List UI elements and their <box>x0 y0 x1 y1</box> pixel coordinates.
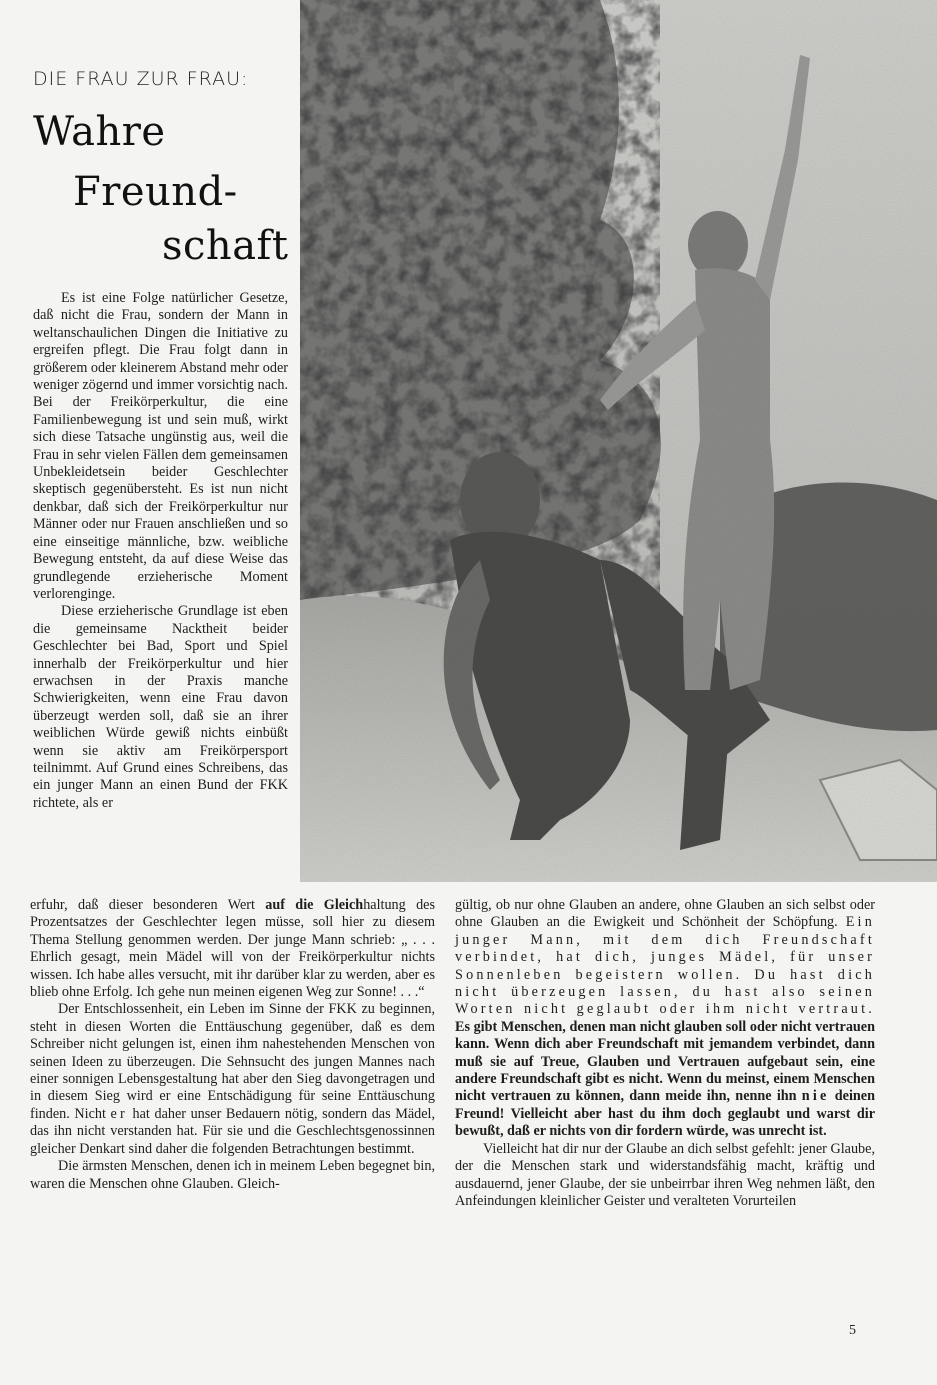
article-title-line-2: Freund- <box>73 169 238 215</box>
photo-illustration <box>300 0 937 882</box>
text-run: Der Entschlossenheit, ein Leben im Sinne der FKK zu beginnen, steht in diesen Worten die Enttäuschung gegenüber, daß es dem Schreiber nicht gelungen ist, einen ihm nahestehenden Menschen von seinen Ideen zu überzeugen. Die Sehnsucht des jungen Mannes nach einer sonnigen Lebensgestaltung hat aber den Sieg davongetragen und in diesem Sieg wird er eine Entschädigung für seine Enttäuschung finden. Nicht <box>30 1001 435 1122</box>
article-paragraph: Vielleicht hat dir nur der Glaube an dich selbst gefehlt: jener Glaube, der die Menschen stark und widerstandsfähig macht, kräftig und ausdauernd, jener Glaube, der sie unbeirrbar ihren Weg nehmen läßt, den Anfeindungen kleinlicher Geister und veralteten Vorurteilen <box>455 1140 875 1209</box>
emphasis-spaced-text: Ein junger Mann, mit dem dich Freundschaft verbindet, hat dich, junges Mädel, für unser Sonnenleben begeistern wollen. Du hast dich nicht überzeugen lassen, du hast also seinen Worten nicht geglaubt oder ihm nicht vertraut. <box>455 914 875 1018</box>
bold-spaced-text: nie <box>801 1088 830 1105</box>
article-column-left-bottom <box>30 897 435 1193</box>
article-paragraph: Es ist eine Folge natürlicher Gesetze, daß nicht die Frau, sondern der Mann in weltanschaulichen Dingen die Initiative zu ergreifen pflegt. Die Frau folgt dann in größerem oder kleinerem Abstand mehr oder weniger zögernd und immer vorsichtig nach. Bei der Freikörperkultur, die eine Familienbewegung ist und sein muß, wirkt sich diese Tatsache ungünstig aus, weil die Frau in sehr vielen Fällen dem gemeinsamen Unbekleidetsein beider Geschlechter skeptisch gegenübersteht. Es ist nun nicht denkbar, daß sich der Freikörperkultur nur Männer oder nur Frauen anschließen und so eine einseitige männliche, bzw. weibliche Bewegung entsteht, da auf diese Weise das grundlegende erzieherische Moment verlorenginge. <box>33 290 288 602</box>
bold-text-run: Es gibt Menschen, denen man nicht glauben soll oder nicht vertrauen kann. Wenn dich aber Freundschaft mit jemandem verbindet, dann muß sie auf Treue, Glauben und Vertrauen aufgebaut sein, eine andere Freundschaft gibt es nicht. Wenn du meinst, einem Menschen nicht vertrauen zu können, dann meide ihn, nenne ihn <box>455 1018 875 1105</box>
article-paragraph-continued <box>455 897 875 1141</box>
page-number: 5 <box>849 1323 856 1338</box>
bold-text-run: deinen Freund! Vielleicht aber hast du ihm doch geglaubt und warst dir bewußt, daß er nichts von dir fordern würde, was unrecht ist. <box>455 1088 875 1140</box>
article-paragraph-continued <box>30 897 435 1001</box>
article-photo <box>300 0 937 882</box>
article-column-right <box>455 897 875 1210</box>
text-run: erfuhr, daß dieser besonderen Wert <box>30 897 266 913</box>
text-run: haltung des Prozentsatzes der Geschlechter legen müsse, soll hier zu diesem Thema Stellung genommen werden. Der junge Mann schrieb: „ . . . Ehrlich gesagt, mein Mädel will von der Freikörperkultur nichts wissen. Ich habe alles versucht, mit ihr darüber klar zu werden, aber es blieb ohne Erfolg. Ich gehe nun meinen eigenen Weg zur Sonne! . . .“ <box>30 897 435 1001</box>
article-column-left-top <box>33 290 288 812</box>
article-paragraph: Diese erzieherische Grundlage ist eben die gemeinsame Nacktheit beider Geschlechter bei Bad, Sport und Spiel innerhalb der Freikörperkultur und hier erwachsen in der Praxis manche Schwierigkeiten, wenn eine Frau davon überzeugt werden soll, daß sie an ihrer weiblichen Würde gewiß nichts einbüßt wenn sie aktiv am Freikörpersport teilnimmt. Auf Grund eines Schreibens, das ein junger Mann an einen Bund der FKK richtete, als er <box>33 603 288 811</box>
article-paragraph: Die ärmsten Menschen, denen ich in meinem Leben begegnet bin, waren die Menschen ohne Glauben. Gleich- <box>30 1158 435 1192</box>
article-title-line-3: schaft <box>162 223 289 269</box>
text-run: hat daher unser Bedauern nötig, sondern das Mädel, das ihn nicht verstanden hat. Für sie und die Geschlechtsgenossinnen gleicher Denkart sind daher die folgenden Betrachtungen bestimmt. <box>30 1105 435 1157</box>
emphasis-spaced-text: er <box>110 1105 128 1122</box>
article-paragraph <box>30 1001 435 1158</box>
article-title-line-1: Wahre <box>33 109 166 155</box>
bold-text-run: auf die Gleich <box>265 897 364 913</box>
article-kicker: DIE FRAU ZUR FRAU: <box>33 68 249 90</box>
text-run: gültig, ob nur ohne Glauben an andere, ohne Glauben an sich selbst oder ohne Glauben an die Ewigkeit und Schönheit der Schöpfung. <box>455 897 875 931</box>
